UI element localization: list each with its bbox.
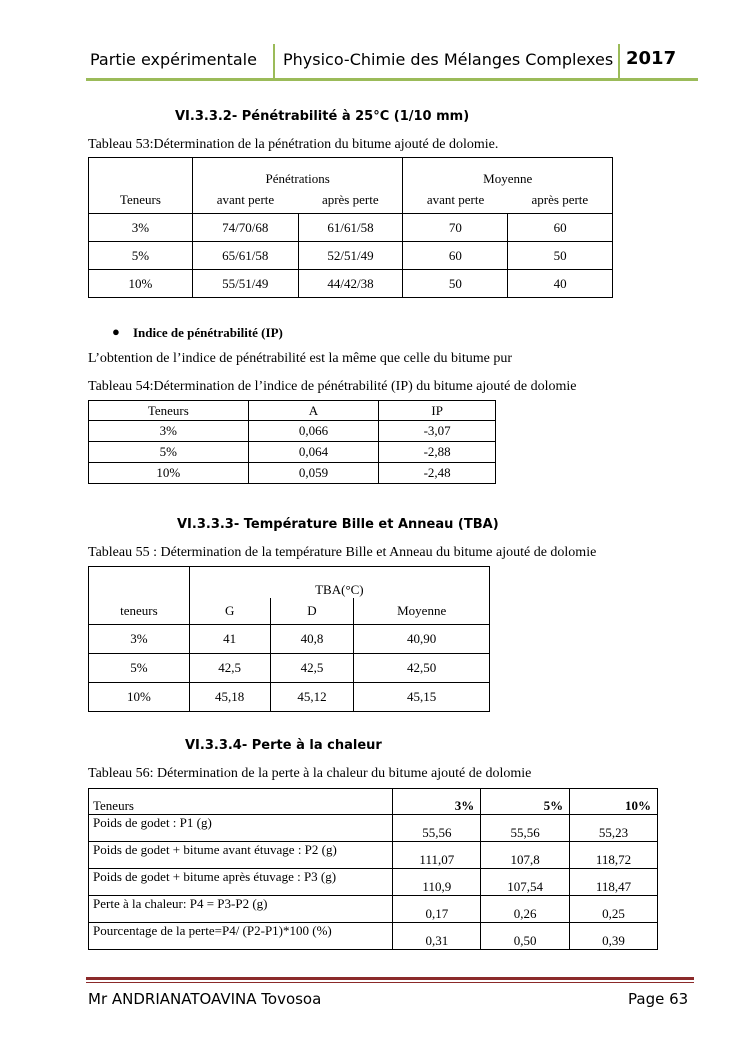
col-header: 5% — [481, 789, 570, 815]
table-cell: 110,9 — [393, 869, 481, 896]
col-header: 3% — [393, 789, 481, 815]
header-year: 2017 — [626, 48, 677, 69]
table-row — [89, 270, 613, 298]
table-cell: Poids de godet + bitume après étuvage : P3 (g) — [89, 869, 393, 896]
table-row — [89, 815, 658, 842]
col-header: G — [189, 598, 270, 625]
table-cell: 3% — [89, 214, 193, 242]
table-cell: 40 — [508, 270, 613, 298]
table-cell: 40,90 — [354, 625, 490, 654]
table-cell: 0,064 — [248, 442, 379, 463]
footer-author: Mr ANDRIANATOAVINA Tovosoa — [88, 990, 322, 1008]
header-chapter: Partie expérimentale — [90, 50, 257, 69]
col-header: IP — [379, 401, 496, 421]
table-cell: 61/61/58 — [298, 214, 403, 242]
table-cell: 60 — [403, 242, 508, 270]
table-cell: 10% — [89, 463, 249, 484]
table-cell: 107,54 — [481, 869, 570, 896]
table-row — [89, 242, 613, 270]
footer-rule-thin — [86, 982, 694, 983]
table-row — [89, 923, 658, 950]
table-cell: -2,48 — [379, 463, 496, 484]
header-title: Physico-Chimie des Mélanges Complexes — [283, 50, 614, 69]
header-divider-1 — [273, 44, 275, 79]
table-cell: 42,50 — [354, 654, 490, 683]
table-cell: 45,18 — [189, 683, 270, 712]
bullet-title-ip: Indice de pénétrabilité (IP) — [133, 325, 283, 340]
table-cell: 0,17 — [393, 896, 481, 923]
table-cell: 42,5 — [270, 654, 354, 683]
table-cell: 41 — [189, 625, 270, 654]
table-cell: 55/51/49 — [192, 270, 298, 298]
col-header: Teneurs — [89, 187, 193, 214]
table-row — [89, 625, 490, 654]
table-cell: 0,066 — [248, 421, 379, 442]
table-53 — [88, 157, 613, 298]
group-header-moyenne: Moyenne — [403, 158, 613, 187]
table-cell: -3,07 — [379, 421, 496, 442]
bullet-icon: ● — [112, 324, 120, 339]
table-cell: 44/42/38 — [298, 270, 403, 298]
table-54 — [88, 400, 496, 484]
table-cell: 40,8 — [270, 625, 354, 654]
col-header: avant perte — [192, 187, 298, 214]
table-cell: 55,56 — [393, 815, 481, 842]
table-cell: 107,8 — [481, 842, 570, 869]
table-cell: 5% — [89, 442, 249, 463]
header-divider-2 — [618, 44, 620, 79]
table-row — [89, 442, 496, 463]
table-cell: 0,26 — [481, 896, 570, 923]
col-header: Teneurs — [89, 401, 249, 421]
col-header: teneurs — [89, 598, 190, 625]
table-cell: 3% — [89, 421, 249, 442]
table-cell: 55,56 — [481, 815, 570, 842]
table-cell: 65/61/58 — [192, 242, 298, 270]
table-cell: 50 — [403, 270, 508, 298]
heading-perte: VI.3.3.4- Perte à la chaleur — [185, 738, 382, 753]
table-cell: Poids de godet + bitume avant étuvage : P2 (g) — [89, 842, 393, 869]
col-header: après perte — [298, 187, 403, 214]
page-number: Page 63 — [628, 990, 689, 1008]
table-cell: Pourcentage de la perte=P4/ (P2-P1)*100 (%) — [89, 923, 393, 950]
table-cell: 0,059 — [248, 463, 379, 484]
table-row — [89, 654, 490, 683]
table-cell: 70 — [403, 214, 508, 242]
col-header: A — [248, 401, 379, 421]
table-cell: 0,39 — [570, 923, 658, 950]
table-cell: 118,72 — [570, 842, 658, 869]
table-cell: 118,47 — [570, 869, 658, 896]
table-55 — [88, 566, 490, 712]
table-row — [89, 896, 658, 923]
footer-rule — [86, 977, 694, 980]
table-row — [89, 842, 658, 869]
table-cell: 60 — [508, 214, 613, 242]
table-row — [89, 683, 490, 712]
table-cell: 55,23 — [570, 815, 658, 842]
table-row — [89, 463, 496, 484]
col-header: D — [270, 598, 354, 625]
table-cell: 0,25 — [570, 896, 658, 923]
table-cell: Poids de godet : P1 (g) — [89, 815, 393, 842]
table-cell: 42,5 — [189, 654, 270, 683]
table-cell: 5% — [89, 242, 193, 270]
heading-tba: VI.3.3.3- Température Bille et Anneau (TBA) — [177, 517, 499, 532]
table-cell: 45,12 — [270, 683, 354, 712]
caption-table-56: Tableau 56: Détermination de la perte à la chaleur du bitume ajouté de dolomie — [88, 766, 532, 781]
table-cell: 10% — [89, 683, 190, 712]
col-header: après perte — [508, 187, 613, 214]
table-cell: 45,15 — [354, 683, 490, 712]
table-cell: 10% — [89, 270, 193, 298]
caption-table-55: Tableau 55 : Détermination de la température Bille et Anneau du bitume ajouté de dolomie — [88, 545, 597, 560]
table-cell: 50 — [508, 242, 613, 270]
table-row — [89, 421, 496, 442]
table-cell: 111,07 — [393, 842, 481, 869]
table-56 — [88, 788, 658, 950]
table-row — [89, 214, 613, 242]
table-cell — [89, 158, 193, 187]
caption-table-53: Tableau 53:Détermination de la pénétration du bitume ajouté de dolomie. — [88, 137, 499, 152]
table-cell: 0,31 — [393, 923, 481, 950]
table-cell — [89, 567, 190, 598]
table-row — [89, 869, 658, 896]
table-cell: -2,88 — [379, 442, 496, 463]
table-cell: Perte à la chaleur: P4 = P3-P2 (g) — [89, 896, 393, 923]
col-header: 10% — [570, 789, 658, 815]
heading-penetrabilite: VI.3.3.2- Pénétrabilité à 25°C (1/10 mm) — [175, 109, 470, 124]
col-header: avant perte — [403, 187, 508, 214]
table-cell: 5% — [89, 654, 190, 683]
header-rule — [86, 78, 698, 81]
col-header: Teneurs — [89, 789, 393, 815]
table-cell: 3% — [89, 625, 190, 654]
table-cell: 74/70/68 — [192, 214, 298, 242]
caption-table-54: Tableau 54:Détermination de l’indice de pénétrabilité (IP) du bitume ajouté de dolomie — [88, 379, 577, 394]
col-header: Moyenne — [354, 598, 490, 625]
group-header-tba: TBA(°C) — [189, 567, 489, 598]
table-cell: 52/51/49 — [298, 242, 403, 270]
table-cell: 0,50 — [481, 923, 570, 950]
paragraph-ip: L’obtention de l’indice de pénétrabilité est la même que celle du bitume pur — [88, 351, 513, 366]
group-header-penetrations: Pénétrations — [192, 158, 403, 187]
